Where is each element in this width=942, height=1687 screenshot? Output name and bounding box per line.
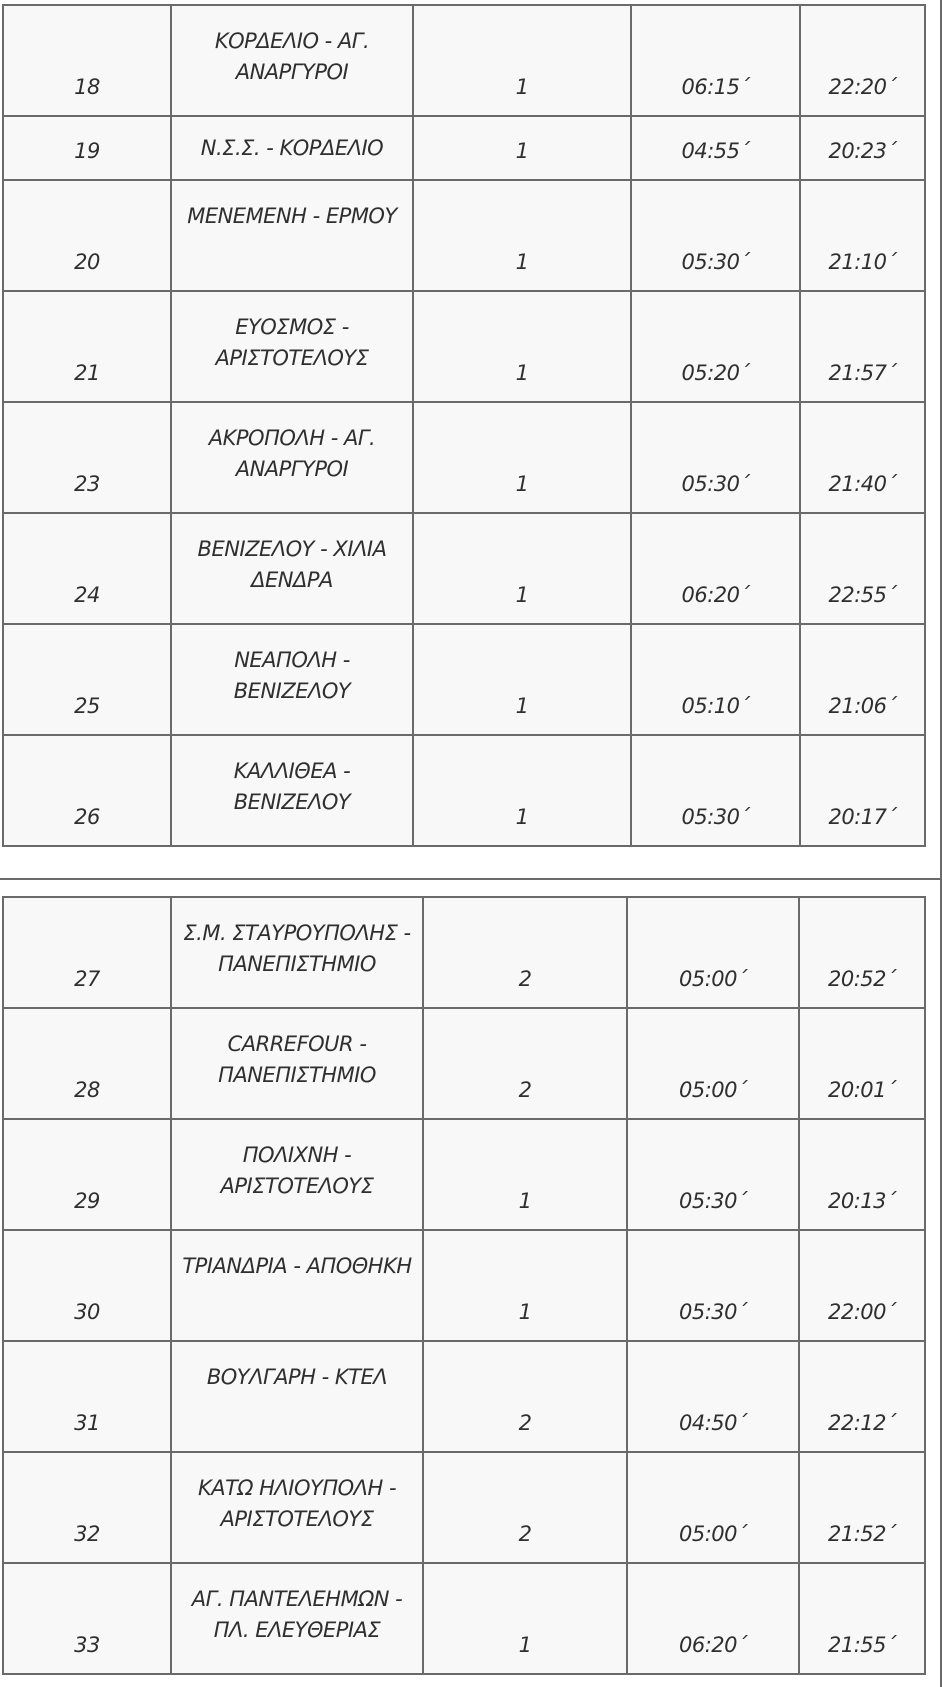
first-departure: 04:55΄ (681, 139, 750, 163)
last-departure-cell (799, 1230, 925, 1341)
table-row (3, 1008, 925, 1119)
schedule-table-top (2, 4, 926, 847)
bus-count: 1 (515, 361, 529, 385)
route-name: ΜΕΝΕΜΕΝΗ - ΕΡΜΟΥ (187, 204, 397, 228)
line-number-cell (3, 1119, 171, 1230)
first-departure-cell (631, 180, 800, 291)
buses-cell (423, 1008, 627, 1119)
buses-cell (413, 5, 631, 116)
route-cell (171, 5, 413, 116)
last-departure: 22:55΄ (828, 583, 897, 607)
buses-cell (413, 402, 631, 513)
first-departure-cell (627, 1230, 799, 1341)
first-departure: 04:50΄ (678, 1411, 748, 1435)
route-name: ΚΑΤΩ ΗΛΙΟΥΠΟΛΗ - ΑΡΙΣΤΟΤΕΛΟΥΣ (197, 1476, 397, 1531)
first-departure: 05:00΄ (678, 967, 748, 991)
schedule-table-bottom-section (0, 878, 942, 1687)
line-number: 32 (74, 1522, 100, 1546)
table-row (3, 1563, 925, 1674)
buses-cell (413, 180, 631, 291)
route-name: CARREFOUR - ΠΑΝΕΠΙΣΤΗΜΙΟ (218, 1032, 376, 1087)
first-departure-cell (631, 116, 800, 180)
line-number-cell (3, 1341, 171, 1452)
last-departure-cell (800, 5, 925, 116)
last-departure-cell (800, 180, 925, 291)
first-departure: 05:30΄ (678, 1189, 748, 1213)
buses-cell (413, 116, 631, 180)
last-departure: 20:52΄ (827, 967, 897, 991)
buses-cell (423, 1563, 627, 1674)
buses-cell (413, 291, 631, 402)
route-name: ΚΟΡΔΕΛΙΟ - ΑΓ. ΑΝΑΡΓΥΡΟΙ (214, 29, 370, 84)
route-cell (171, 1008, 423, 1119)
bus-count: 1 (515, 250, 529, 274)
line-number-cell (3, 291, 171, 402)
line-number-cell (3, 1563, 171, 1674)
first-departure-cell (631, 291, 800, 402)
table-row (3, 1341, 925, 1452)
route-name: ΕΥΟΣΜΟΣ - ΑΡΙΣΤΟΤΕΛΟΥΣ (215, 315, 369, 370)
first-departure: 06:20΄ (681, 583, 750, 607)
line-number: 29 (74, 1189, 100, 1213)
last-departure-cell (799, 897, 925, 1008)
route-cell (171, 513, 413, 624)
first-departure-cell (627, 1452, 799, 1563)
last-departure: 21:06΄ (828, 694, 897, 718)
route-name: ΚΑΛΛΙΘΕΑ - ΒΕΝΙΖΕΛΟΥ (233, 759, 351, 814)
route-cell (171, 1452, 423, 1563)
first-departure-cell (631, 735, 800, 846)
bus-count: 2 (518, 1411, 532, 1435)
first-departure: 05:30΄ (681, 250, 750, 274)
buses-cell (423, 1119, 627, 1230)
line-number-cell (3, 116, 171, 180)
table-row (3, 1452, 925, 1563)
bus-count: 1 (515, 694, 529, 718)
first-departure-cell (627, 897, 799, 1008)
buses-cell (413, 513, 631, 624)
route-cell (171, 1341, 423, 1452)
last-departure: 22:00΄ (827, 1300, 897, 1324)
first-departure-cell (627, 1008, 799, 1119)
table-row (3, 1230, 925, 1341)
last-departure-cell (800, 291, 925, 402)
table-row (3, 402, 925, 513)
route-name: ΝΕΑΠΟΛΗ - ΒΕΝΙΖΕΛΟΥ (233, 648, 351, 703)
route-name: ΒΕΝΙΖΕΛΟΥ - ΧΙΛΙΑ ΔΕΝΔΡΑ (197, 537, 387, 592)
line-number: 25 (74, 694, 100, 718)
line-number-cell (3, 735, 171, 846)
line-number: 21 (74, 361, 100, 385)
bus-count: 1 (515, 139, 529, 163)
buses-cell (413, 735, 631, 846)
first-departure: 06:20΄ (678, 1633, 748, 1657)
route-cell (171, 291, 413, 402)
line-number-cell (3, 624, 171, 735)
last-departure: 21:40΄ (828, 472, 897, 496)
bus-count: 2 (518, 967, 532, 991)
route-name: ΤΡΙΑΝΔΡΙΑ - ΑΠΟΘΗΚΗ (182, 1254, 412, 1278)
last-departure: 22:12΄ (827, 1411, 897, 1435)
line-number: 30 (74, 1300, 100, 1324)
bus-count: 1 (518, 1300, 532, 1324)
line-number: 28 (74, 1078, 100, 1102)
first-departure: 05:30΄ (681, 805, 750, 829)
line-number: 24 (74, 583, 100, 607)
line-number: 23 (74, 472, 100, 496)
route-cell (171, 735, 413, 846)
table-row (3, 735, 925, 846)
route-cell (171, 624, 413, 735)
line-number: 26 (74, 805, 100, 829)
last-departure: 20:13΄ (827, 1189, 897, 1213)
line-number: 18 (74, 75, 100, 99)
route-cell (171, 897, 423, 1008)
first-departure: 05:00΄ (678, 1078, 748, 1102)
line-number: 33 (74, 1633, 100, 1657)
first-departure-cell (627, 1563, 799, 1674)
route-cell (171, 1563, 423, 1674)
route-name: Σ.Μ. ΣΤΑΥΡΟΥΠΟΛΗΣ - ΠΑΝΕΠΙΣΤΗΜΙΟ (183, 921, 411, 976)
route-cell (171, 116, 413, 180)
buses-cell (423, 897, 627, 1008)
route-cell (171, 1119, 423, 1230)
line-number-cell (3, 897, 171, 1008)
table-row (3, 1119, 925, 1230)
line-number: 31 (74, 1411, 100, 1435)
route-cell (171, 180, 413, 291)
bus-count: 2 (518, 1078, 532, 1102)
last-departure: 21:57΄ (828, 361, 897, 385)
line-number-cell (3, 180, 171, 291)
line-number-cell (3, 1452, 171, 1563)
last-departure-cell (800, 624, 925, 735)
last-departure: 20:23΄ (828, 139, 897, 163)
last-departure-cell (799, 1452, 925, 1563)
first-departure: 06:15΄ (681, 75, 750, 99)
table-row (3, 116, 925, 180)
line-number: 20 (74, 250, 100, 274)
route-name: ΠΟΛΙΧΝΗ - ΑΡΙΣΤΟΤΕΛΟΥΣ (220, 1143, 374, 1198)
table-row (3, 897, 925, 1008)
bus-count: 1 (518, 1633, 532, 1657)
line-number: 19 (74, 139, 100, 163)
last-departure: 21:10΄ (828, 250, 897, 274)
last-departure-cell (799, 1008, 925, 1119)
bus-count: 2 (518, 1522, 532, 1546)
route-name: ΑΚΡΟΠΟΛΗ - ΑΓ. ΑΝΑΡΓΥΡΟΙ (208, 426, 376, 481)
last-departure: 20:17΄ (828, 805, 897, 829)
first-departure: 05:00΄ (678, 1522, 748, 1546)
table-row (3, 180, 925, 291)
first-departure: 05:10΄ (681, 694, 750, 718)
first-departure: 05:30΄ (681, 472, 750, 496)
last-departure-cell (800, 513, 925, 624)
route-name: ΑΓ. ΠΑΝΤΕΛΕΗΜΩΝ - ΠΛ. ΕΛΕΥΘΕΡΙΑΣ (191, 1587, 403, 1642)
table-row (3, 624, 925, 735)
line-number-cell (3, 5, 171, 116)
last-departure: 20:01΄ (827, 1078, 897, 1102)
first-departure-cell (631, 624, 800, 735)
last-departure-cell (799, 1563, 925, 1674)
line-number-cell (3, 513, 171, 624)
line-number-cell (3, 1230, 171, 1341)
first-departure: 05:20΄ (681, 361, 750, 385)
last-departure-cell (799, 1119, 925, 1230)
last-departure-cell (800, 402, 925, 513)
route-cell (171, 402, 413, 513)
last-departure: 22:20΄ (828, 75, 897, 99)
last-departure: 21:52΄ (827, 1522, 897, 1546)
line-number-cell (3, 1008, 171, 1119)
schedule-table-bottom (2, 896, 926, 1675)
bus-count: 1 (515, 472, 529, 496)
last-departure-cell (800, 735, 925, 846)
buses-cell (423, 1452, 627, 1563)
buses-cell (423, 1341, 627, 1452)
table-row (3, 5, 925, 116)
first-departure-cell (631, 513, 800, 624)
line-number-cell (3, 402, 171, 513)
buses-cell (413, 624, 631, 735)
first-departure-cell (627, 1341, 799, 1452)
bus-count: 1 (515, 583, 529, 607)
route-name: Ν.Σ.Σ. - ΚΟΡΔΕΛΙΟ (200, 136, 384, 160)
route-name: ΒΟΥΛΓΑΡΗ - ΚΤΕΛ (206, 1365, 388, 1389)
table-row (3, 513, 925, 624)
buses-cell (423, 1230, 627, 1341)
bus-count: 1 (518, 1189, 532, 1213)
route-cell (171, 1230, 423, 1341)
first-departure-cell (631, 402, 800, 513)
bus-count: 1 (515, 75, 529, 99)
last-departure-cell (800, 116, 925, 180)
first-departure-cell (631, 5, 800, 116)
last-departure: 21:55΄ (827, 1633, 897, 1657)
table-row (3, 291, 925, 402)
first-departure: 05:30΄ (678, 1300, 748, 1324)
bus-count: 1 (515, 805, 529, 829)
line-number: 27 (74, 967, 100, 991)
first-departure-cell (627, 1119, 799, 1230)
last-departure-cell (799, 1341, 925, 1452)
